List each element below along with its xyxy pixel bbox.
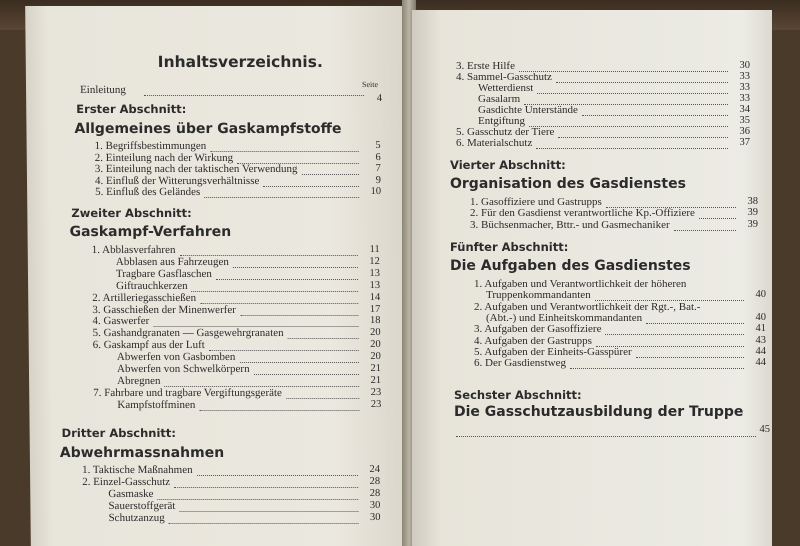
dot-leader [254,374,359,375]
einleitung-page: 4 [376,93,383,104]
dot-leader [674,230,736,231]
entry-page: 13 [369,279,381,291]
entry-text: 6. Der Gasdienstweg [474,357,566,370]
dot-leader [199,410,359,411]
section-label: Fünfter Abschnitt: [450,240,569,254]
entry-page: 37 [739,137,750,148]
entry-page: 6 [375,151,381,163]
entry-page: 41 [755,323,766,335]
section-label: Sechster Abschnitt: [454,388,582,402]
entry-text: 2. Einzel-Gasschutz [82,476,171,488]
dot-leader [157,499,358,500]
entry-text: Wetterdienst [478,82,534,94]
entry-text: Tragbare Gasflaschen [115,267,212,280]
einleitung-text: Einleitung [79,84,126,96]
section-title: Die Aufgaben des Gasdienstes [450,258,691,274]
dot-leader [169,523,359,524]
entry-text: 3. Einteilung nach der taktischen Verwendung [94,163,298,176]
entry-text: 4. Einfluß der Witterungsverhältnisse [94,174,260,187]
entry-page: 44 [755,357,766,369]
entry-page: 9 [375,174,382,186]
entry-text: (Abt.-) und Einheitskommandanten [486,311,643,324]
entry-text: 4. Aufgaben der Gastrupps [474,334,592,347]
entry-text: 2. Artilleriegasschießen [92,291,197,304]
section-title: Gaskampf-Verfahren [69,224,232,240]
dot-leader [536,148,728,149]
entry-page: 17 [369,303,381,315]
right-page [412,10,772,546]
entry-page: 23 [370,386,382,398]
entry-text: 1. Abblasverfahren [91,244,176,256]
entry-text: Kampfstoffminen [117,398,196,411]
entry-text: 2. Für den Gasdienst verantwortliche Kp.-Offiziere [470,207,695,220]
dot-leader [263,186,359,187]
entry-text: 6. Materialschutz [456,137,533,149]
entry-page: 36 [739,126,750,137]
seite-label: Seite [361,80,379,89]
section-label: Erster Abschnitt: [76,102,187,116]
dot-leader [144,95,364,96]
dot-leader [174,487,358,488]
dot-leader [529,126,728,127]
entry-text: 1. Aufgaben und Verantwortlichkeit der höheren [474,278,687,290]
entry-page: 30 [369,512,381,523]
dot-leader [240,315,358,316]
entry-text: Sauerstoffgerät [108,500,176,512]
entry-page: 14 [369,291,381,303]
dot-leader [240,362,359,363]
entry-page: 33 [739,82,750,93]
entry-text: Abblasen aus Fahrzeugen [115,255,229,268]
entry-text: Gasalarm [478,93,521,105]
entry-page: 35 [739,115,750,126]
entry-page: 21 [370,363,382,374]
dot-leader [570,368,744,369]
dot-leader [558,137,728,138]
entry-page: 30 [739,60,750,71]
entry-page: 30 [369,500,381,511]
entry-text: 1. Begriffsbestimmungen [94,140,207,152]
entry-page: 11 [369,244,380,255]
entry-page: 34 [739,104,750,115]
entry-text: Schutzanzug [108,512,165,524]
entry-text: 3. Büchsenmacher, Bttr.- und Gasmechaniker [470,218,670,231]
entry-text: Gasmaske [108,488,154,500]
entry-page: 38 [747,196,758,207]
dot-leader [636,357,744,358]
entry-text: 3. Erste Hilfe [456,60,515,72]
entry-page: 20 [370,327,381,339]
entry-text: Abregnen [117,374,161,387]
entry-page: 20 [370,351,381,363]
entry-text: Entgiftung [478,115,526,127]
entry-page: 20 [370,339,381,351]
entry-page: 39 [747,218,758,230]
entry-text: 2. Einteilung nach der Wirkung [94,151,234,164]
section-label: Zweiter Abschnitt: [71,206,192,220]
entry-page: 33 [739,71,750,82]
entry-page: 18 [369,315,381,327]
dot-leader [191,291,358,292]
entry-text: Giftrauchkerzen [116,279,188,292]
dot-leader [179,511,358,512]
entry-page: 28 [369,476,381,487]
dot-leader [537,93,728,94]
entry-text: 3. Gasschießen der Minenwerfer [92,303,236,316]
entry-page: 43 [755,334,766,346]
entry-text: Abwerfen von Schwelkörpern [116,363,250,375]
section-title: Abwehrmassnahmen [59,445,225,461]
dot-leader [286,398,359,399]
entry-text: 6. Gaskampf aus der Luft [92,339,205,352]
entry-page: 23 [370,398,382,410]
entry-page: 12 [369,255,380,267]
section-title: Organisation des Gasdienstes [450,176,686,192]
dot-leader [646,323,744,324]
entry-text: 5. Gasschutz der Tiere [456,126,555,138]
entry-page: 28 [369,488,381,499]
entry-text: Abwerfen von Gasbomben [116,351,236,364]
entry-text: 2. Aufgaben und Verantwortlichkeit der Rgt.-, Bat.- [474,300,701,313]
entry-page: 10 [370,186,382,198]
dot-leader [699,218,736,219]
dot-leader [204,197,359,198]
entry-text: 5. Gashandgranaten — Gasgewehrgranaten [92,327,284,340]
entry-page: 39 [747,207,758,219]
dot-leader [582,115,728,116]
entry-page: 33 [739,93,750,104]
left-page [25,6,411,546]
section-label: Dritter Abschnitt: [61,426,177,440]
entry-text: 3. Aufgaben der Gasoffiziere [474,323,602,336]
entry-page: 24 [369,464,381,475]
entry-text: 5. Einfluß des Geländes [95,186,201,199]
dot-leader [216,279,358,280]
section-label: Vierter Abschnitt: [450,158,566,172]
dot-leader [233,267,358,268]
entry-text: 7. Fahrbare und tragbare Vergiftungsgeräte [93,386,282,399]
dot-leader [197,475,358,476]
dot-leader [456,436,756,437]
entry-page: 13 [369,267,381,279]
entry-page: 44 [755,345,766,357]
dot-leader [288,338,359,339]
entry-page: 5 [375,140,381,151]
toc-title: Inhaltsverzeichnis. [157,53,323,71]
entry-text: Truppenkommandanten [486,289,591,302]
entry-page: 7 [375,163,381,175]
section-title: Allgemeines über Gaskampfstoffe [74,121,342,137]
dot-leader [556,82,728,83]
dot-leader [605,334,744,335]
entry-text: 4. Gaswerfer [92,315,150,328]
entry-text: 4. Sammel-Gasschutz [456,71,552,83]
entry-text: 1. Taktische Maßnahmen [81,464,193,476]
section-title: Die Gasschutzausbildung der Truppe [454,404,744,420]
dot-leader [302,174,359,175]
entry-page: 45 [759,424,770,435]
entry-page: 21 [370,374,382,386]
entry-text: 1. Gasoffiziere und Gastrupps [470,196,602,208]
entry-text: Gasdichte Unterstände [478,104,578,116]
entry-text: 5. Aufgaben der Einheits-Gasspürer [474,345,632,358]
entry-page: 40 [755,311,766,323]
entry-page: 40 [755,289,766,301]
